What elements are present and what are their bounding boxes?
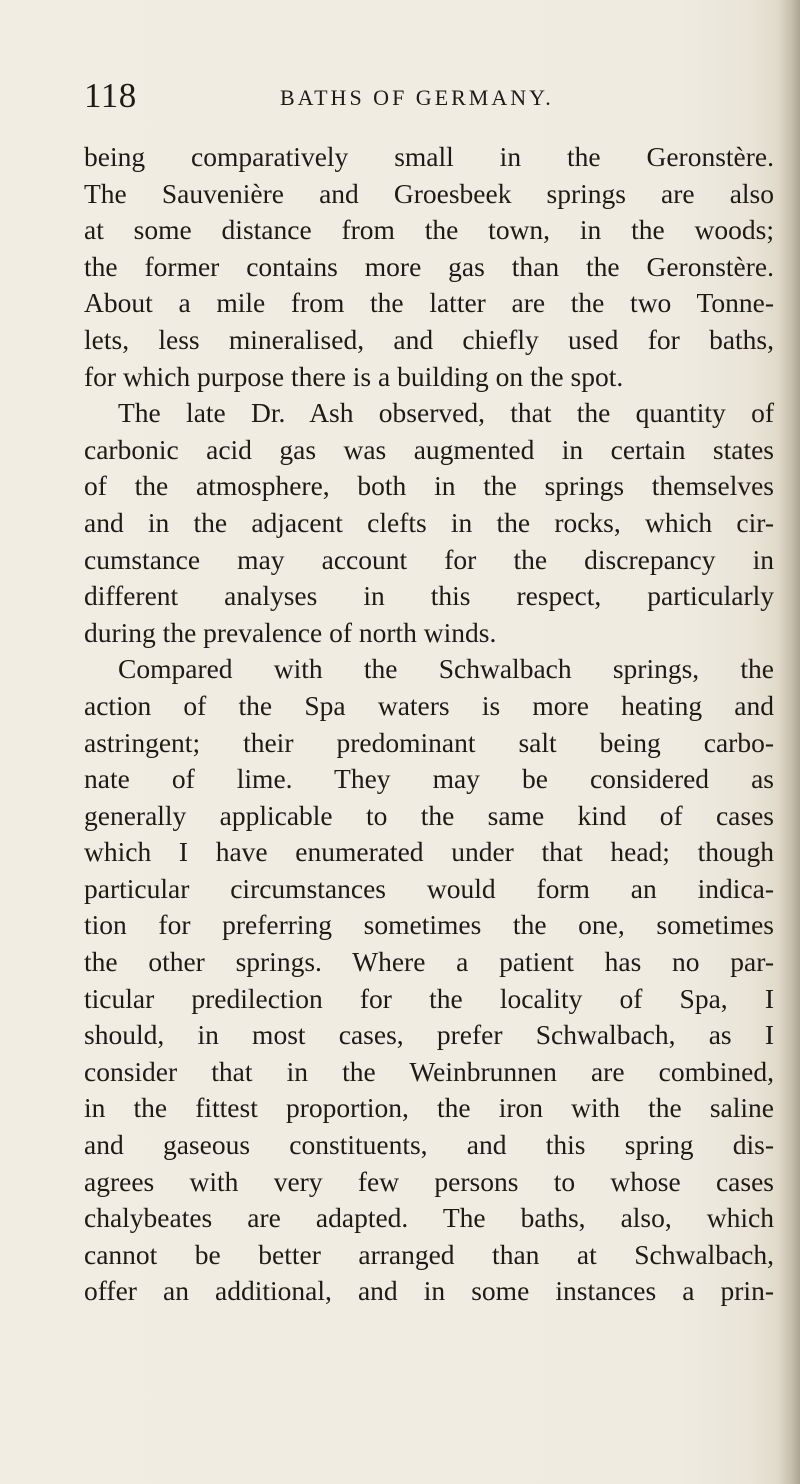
text-line: cumstance may account for the discrepancy in [84, 543, 774, 575]
body-text [84, 139, 774, 1310]
text-line: which I have enumerated under that head; though [84, 836, 774, 868]
text-line: during the prevalence of north winds. [84, 616, 497, 648]
text-line: agrees with very few persons to whose cases [84, 1165, 774, 1197]
text-line: the former contains more gas than the Geronstère. [84, 250, 774, 282]
text-line: astringent; their predominant salt being carbo- [84, 726, 774, 758]
text-line: different analyses in this respect, particularly [84, 580, 774, 612]
text-line: offer an additional, and in some instances a prin- [84, 1275, 774, 1307]
paragraph-start-line: The late Dr. Ash observed, that the quantity of [118, 397, 774, 429]
running-title: BATHS OF GERMANY. [280, 85, 554, 110]
text-line: particular circumstances would form an indica- [84, 872, 774, 904]
paragraph-start-line: Compared with the Schwalbach springs, the [118, 653, 774, 685]
page-number: 118 [84, 76, 137, 115]
text-line: nate of lime. They may be considered as [84, 763, 774, 795]
text-line: ticular predilection for the locality of Spa, I [84, 982, 774, 1014]
text-line: in the fittest proportion, the iron with the saline [84, 1092, 774, 1124]
text-line: and in the adjacent clefts in the rocks, which cir- [84, 506, 774, 538]
text-line: cannot be better arranged than at Schwalbach, [84, 1238, 774, 1270]
text-line: carbonic acid gas was augmented in certain states [84, 433, 774, 465]
text-line: at some distance from the town, in the woods; [84, 214, 774, 246]
text-line: The Sauvenière and Groesbeek springs are also [84, 177, 774, 209]
text-line: for which purpose there is a building on the spot. [84, 360, 624, 392]
text-line: of the atmosphere, both in the springs themselves [84, 470, 774, 502]
text-line: the other springs. Where a patient has no par- [84, 946, 774, 978]
text-line: lets, less mineralised, and chiefly used for baths, [84, 323, 774, 355]
running-head [0, 76, 800, 116]
text-line: generally applicable to the same kind of cases [84, 799, 774, 831]
text-line: chalybeates are adapted. The baths, also, which [84, 1202, 774, 1234]
page-edge-shadow [778, 0, 800, 1484]
text-line: being comparatively small in the Geronstère. [84, 141, 774, 172]
text-line: About a mile from the latter are the two Tonne- [84, 287, 774, 319]
text-line: tion for preferring sometimes the one, sometimes [84, 909, 774, 941]
text-line: and gaseous constituents, and this spring dis- [84, 1129, 774, 1161]
text-line: action of the Spa waters is more heating and [84, 689, 774, 721]
text-line: should, in most cases, prefer Schwalbach, as I [84, 1019, 774, 1051]
text-line: consider that in the Weinbrunnen are combined, [84, 1055, 774, 1087]
